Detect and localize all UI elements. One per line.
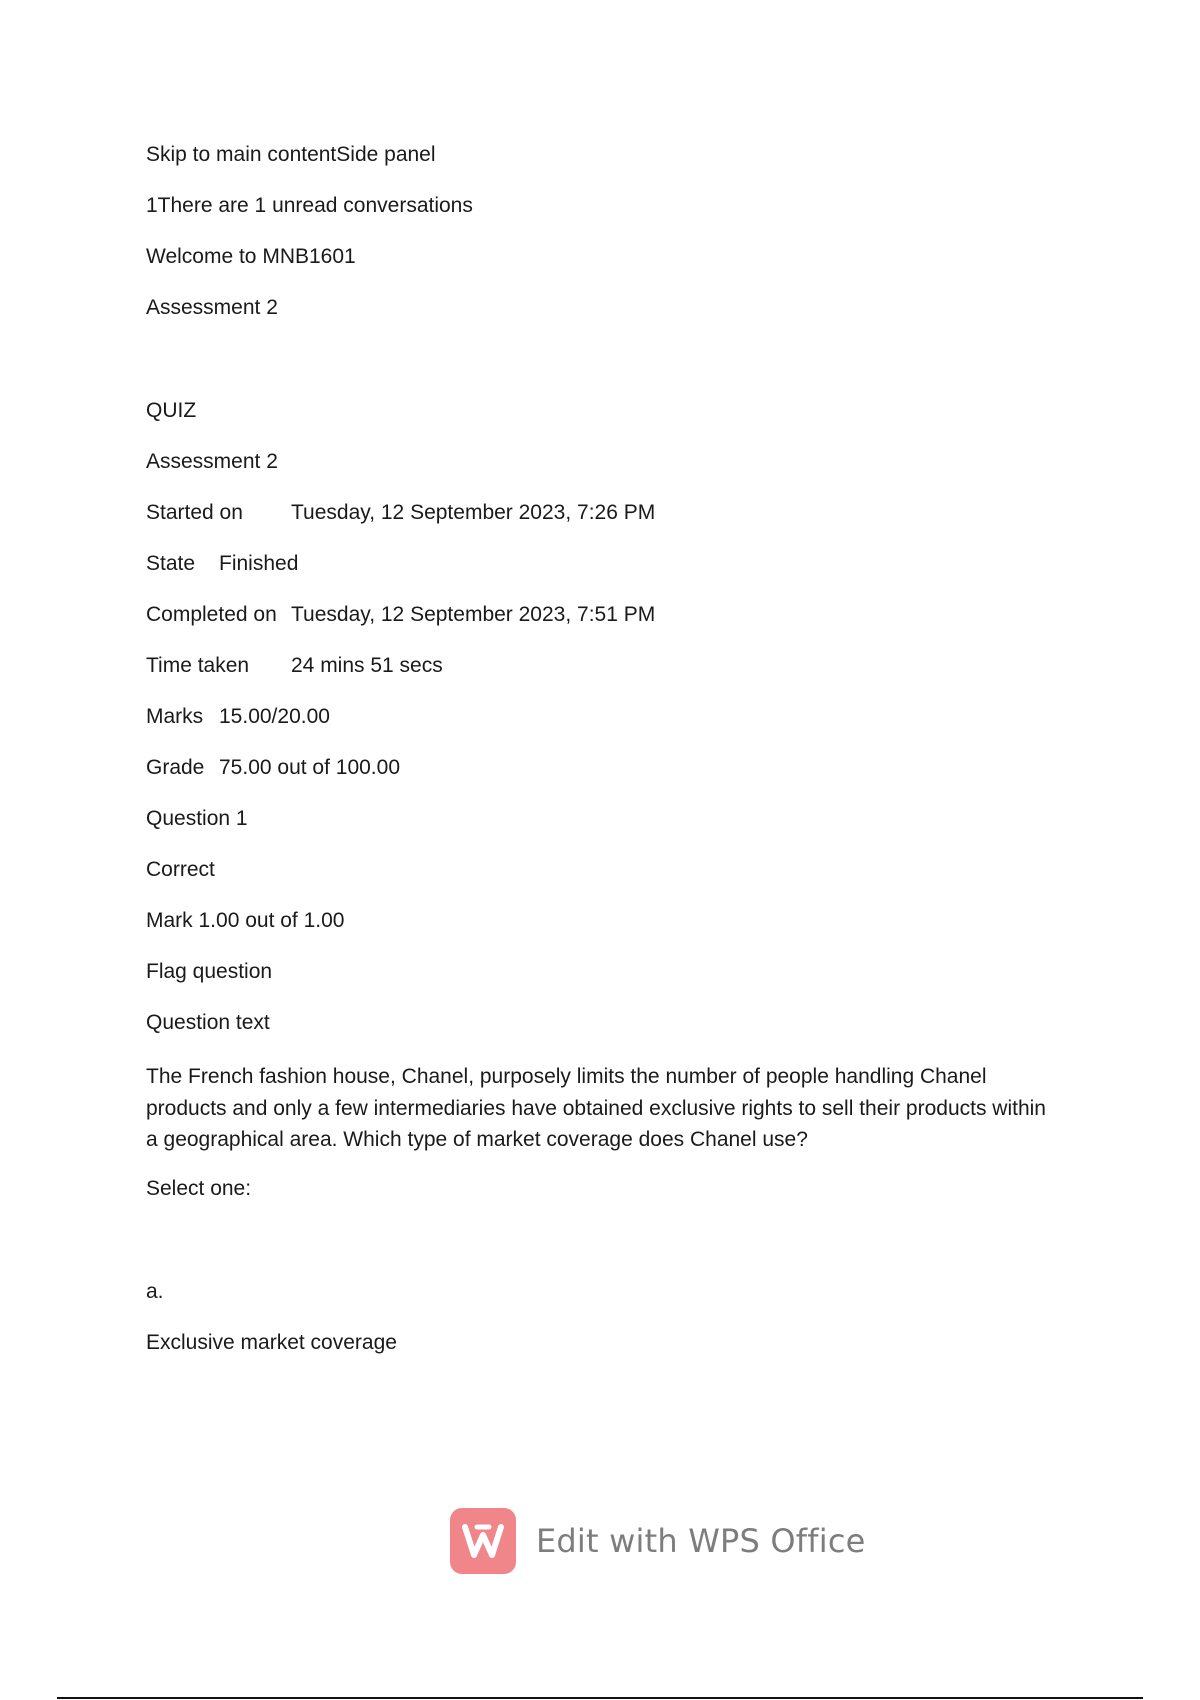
- state-label: State: [146, 552, 196, 575]
- started-on-label: Started on: [146, 501, 243, 524]
- select-one-prompt: Select one:: [146, 1176, 252, 1200]
- question-mark: Mark 1.00 out of 1.00: [146, 909, 345, 932]
- wps-watermark[interactable]: [450, 1508, 866, 1574]
- time-taken-value: 24 mins 51 secs: [291, 654, 443, 677]
- marks-value: 15.00/20.00: [219, 705, 330, 728]
- question-text: The French fashion house, Chanel, purposely limits the number of people handling Chanel products and only a few intermediaries have obtained exclusive rights to sell their products within a geographical area. Which type of market coverage does Chanel use?: [146, 1065, 1046, 1151]
- state-value: Finished: [219, 552, 299, 575]
- time-taken-label: Time taken: [146, 654, 250, 677]
- question-status: Correct: [146, 858, 215, 881]
- question-number: Question 1: [146, 807, 248, 830]
- completed-on-row: [146, 602, 1056, 628]
- grade-row: [146, 755, 1056, 781]
- grade-label: Grade: [146, 756, 205, 779]
- quiz-label: QUIZ: [146, 399, 197, 422]
- wps-logo-glyph: [459, 1521, 507, 1561]
- welcome-heading: Welcome to MNB1601: [146, 245, 356, 268]
- flag-question-link[interactable]: Flag question: [146, 960, 273, 983]
- started-on-row: [146, 500, 1056, 526]
- option-a-text[interactable]: Exclusive market coverage: [146, 1330, 397, 1354]
- question-text-heading: Question text: [146, 1011, 270, 1034]
- unread-conversations[interactable]: 1There are 1 unread conversations: [146, 194, 473, 217]
- skip-link[interactable]: Skip to main contentSide panel: [146, 143, 436, 166]
- started-on-value: Tuesday, 12 September 2023, 7:26 PM: [291, 501, 656, 524]
- grade-value: 75.00 out of 100.00: [219, 756, 400, 779]
- bottom-divider: [57, 1697, 1143, 1699]
- wps-watermark-text: Edit with WPS Office: [536, 1522, 866, 1560]
- option-a-letter[interactable]: a.: [146, 1279, 164, 1303]
- document-page: [146, 142, 1056, 1381]
- assessment-title: Assessment 2: [146, 296, 278, 319]
- state-row: [146, 551, 1056, 577]
- marks-label: Marks: [146, 705, 204, 728]
- completed-on-value: Tuesday, 12 September 2023, 7:51 PM: [291, 603, 656, 626]
- marks-row: [146, 704, 1056, 730]
- time-taken-row: [146, 653, 1056, 679]
- assessment-name: Assessment 2: [146, 450, 278, 473]
- wps-logo-icon: [450, 1508, 516, 1574]
- completed-on-label: Completed on: [146, 603, 277, 626]
